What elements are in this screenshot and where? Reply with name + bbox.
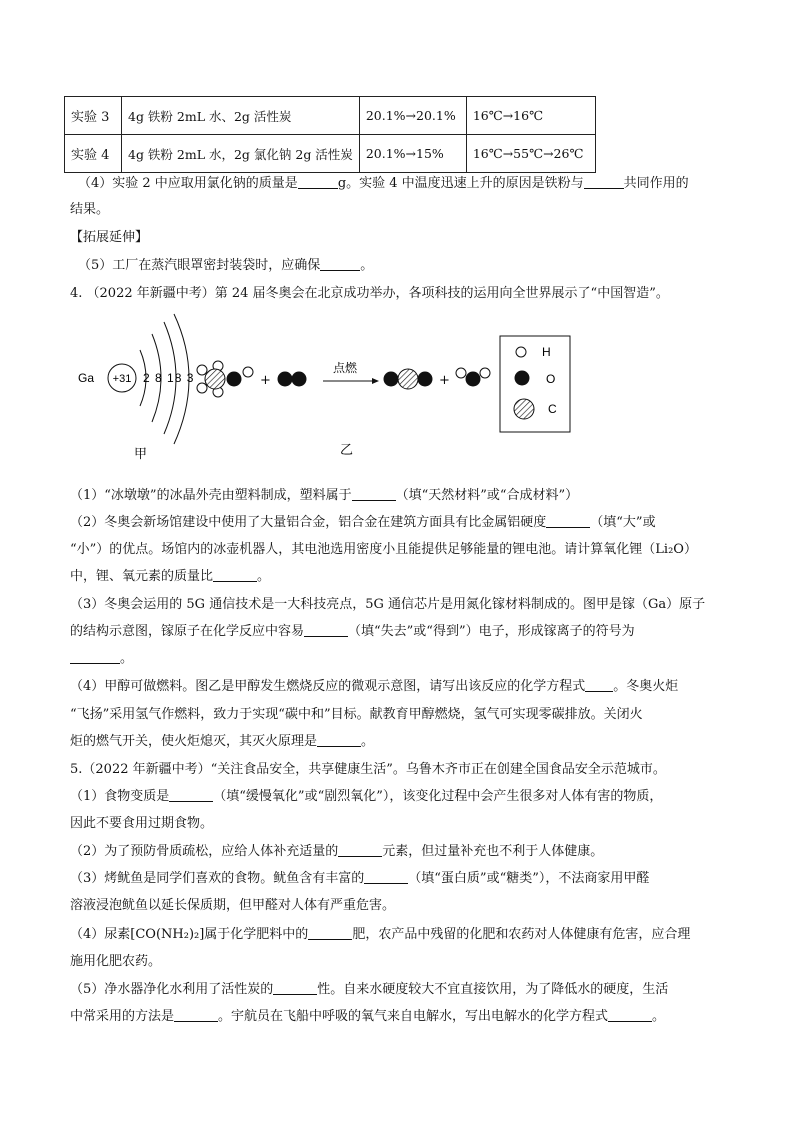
answer-blank[interactable] [273, 994, 317, 995]
p5-q2: （2）为了预防骨质疏松，应给人体补充适量的 元素，但过量补充也不利于人体健康。 [70, 844, 604, 859]
answer-blank[interactable] [585, 691, 613, 692]
q4-line-1: （4）实验 2 中应取用氯化钠的质量是 g。实验 4 中温度迅速上升的原因是铁粉与 共同作用的 [78, 176, 689, 191]
section-heading: 【拓展延伸】 [70, 230, 149, 245]
p4-q2-line3: 中，锂、氧元素的质量比 。 [70, 569, 271, 584]
p5-q3-line1: （3）烤鱿鱼是同学们喜欢的食物。鱿鱼含有丰富的 （填“蛋白质”或“糖类”），不法商家用甲醛 [70, 871, 650, 886]
oxygen-molecule [278, 372, 307, 387]
table-row [65, 97, 596, 135]
table-cell: 实验 3 [65, 97, 122, 135]
answer-blank[interactable] [304, 636, 348, 637]
p4-q2-line2: “小”）的优点。场馆内的冰壶机器人，其电池选用密度小且能提供足够能量的锂电池。请计算氧化锂（Li₂O） [70, 542, 697, 557]
experiment-table [64, 96, 596, 173]
answer-blank[interactable] [298, 188, 338, 189]
p4-q4-line2: “飞扬”采用氢气作燃料，致力于实现“碳中和”目标。献教育甲醇燃烧，氢气可实现零碳排放。关闭火 [70, 707, 643, 722]
water-molecule [456, 368, 490, 387]
answer-blank[interactable] [213, 581, 257, 582]
gallium-atom-diagram [78, 314, 194, 462]
reaction-diagram [70, 312, 630, 462]
p5-q1-line1: （1）食物变质是 （填“缓慢氧化”或“剧烈氧化”），该变化过程中会产生很多对人体有害的物质， [70, 789, 663, 804]
table-cell: 16℃→55℃→26℃ [466, 135, 595, 173]
p4-q3-line1: （3）冬奥会运用的 5G 通信技术是一大科技亮点，5G 通信芯片是用氮化镓材料制成的。图甲是镓（Ga）原子 [70, 597, 706, 612]
p4-q3-line2: 的结构示意图，镓原子在化学反应中容易 （填“失去”或“得到”）电子，形成镓离子的符号为 [70, 624, 635, 639]
legend-h: H [542, 345, 551, 359]
p5-q5-line1: （5）净水器净化水利用了活性炭的 性。自来水硬度较大不宜直接饮用，为了降低水的硬度，生活 [70, 982, 669, 997]
problem-4-stem: 4. （2022 年新疆中考）第 24 届冬奥会在北京成功举办，各项科技的运用向全世界展示了“中国智造”。 [70, 286, 669, 301]
table-row [65, 135, 596, 173]
electron-shells: 2 8 18 3 [143, 371, 195, 385]
answer-blank[interactable] [364, 883, 408, 884]
answer-blank[interactable] [352, 500, 396, 501]
plus-sign: + [260, 373, 271, 388]
p4-q4-line3: 炬的燃气开关，使火炬熄灭，其灭火原理是 。 [70, 734, 375, 749]
q4-line-2: 结果。 [70, 202, 110, 217]
table-cell: 16℃→16℃ [466, 97, 595, 135]
table-cell: 20.1%→15% [359, 135, 466, 173]
answer-blank[interactable] [169, 801, 213, 802]
answer-blank[interactable] [608, 1021, 652, 1022]
p5-q4-line2: 施用化肥农药。 [70, 954, 162, 969]
atom-symbol: Ga [78, 371, 95, 385]
answer-blank[interactable] [308, 939, 352, 940]
p4-q3-line3: 。 [70, 649, 133, 669]
reaction-condition: 点燃 [333, 361, 358, 375]
legend-o: O [546, 372, 556, 386]
answer-blank[interactable] [338, 856, 382, 857]
answer-blank[interactable] [70, 663, 120, 664]
p5-q4-line1: （4）尿素[CO(NH₂)₂]属于化学肥料中的 肥，农产品中残留的化肥和农药对人体健康有危害，应合理 [70, 927, 691, 942]
methanol-molecule [197, 361, 253, 397]
p5-q1-line2: 因此不要食用过期食物。 [70, 816, 214, 831]
answer-blank[interactable] [174, 1021, 218, 1022]
answer-blank[interactable] [546, 527, 590, 528]
p4-q1: （1）“冰墩墩”的冰晶外壳由塑料制成，塑料属于 （填“天然材料”或“合成材料”） [70, 488, 579, 503]
table-cell: 实验 4 [65, 135, 122, 173]
answer-blank[interactable] [320, 270, 360, 271]
plus-sign: + [439, 373, 450, 388]
answer-blank[interactable] [584, 188, 624, 189]
table-cell: 4g 铁粉 2mL 水，2g 氯化钠 2g 活性炭 [122, 135, 360, 173]
p5-q3-line2: 溶液浸泡鱿鱼以延长保质期，但甲醛对人体有严重危害。 [70, 898, 396, 913]
table-cell: 20.1%→20.1% [359, 97, 466, 135]
legend-c: C [548, 402, 557, 416]
atom-legend [500, 336, 570, 432]
p4-q2-line1: （2）冬奥会新场馆建设中使用了大量铝合金，铝合金在建筑方面具有比金属铝硬度 （填“大”或 [70, 515, 656, 530]
problem-5-stem: 5.（2022 年新疆中考）“关注食品安全，共享健康生活”。乌鲁木齐市正在创建全国食品安全示范城市。 [70, 762, 666, 777]
q5-line: （5）工厂在蒸汽眼罩密封装袋时，应确保 。 [78, 258, 374, 273]
label-yi: 乙 [340, 443, 354, 458]
table-cell: 4g 铁粉 2mL 水、2g 活性炭 [122, 97, 360, 135]
nucleus-charge: +31 [112, 373, 132, 385]
carbon-dioxide-molecule [384, 369, 433, 389]
p4-q4-line1: （4）甲醇可做燃料。图乙是甲醇发生燃烧反应的微观示意图，请写出该反应的化学方程式 。冬奥火炬 [70, 679, 679, 694]
p5-q5-line2: 中常采用的方法是 。宇航员在飞船中呼吸的氧气来自电解水，写出电解水的化学方程式 。 [70, 1009, 666, 1024]
reaction-arrow [323, 360, 379, 384]
label-jia: 甲 [134, 447, 148, 462]
answer-blank[interactable] [317, 746, 361, 747]
